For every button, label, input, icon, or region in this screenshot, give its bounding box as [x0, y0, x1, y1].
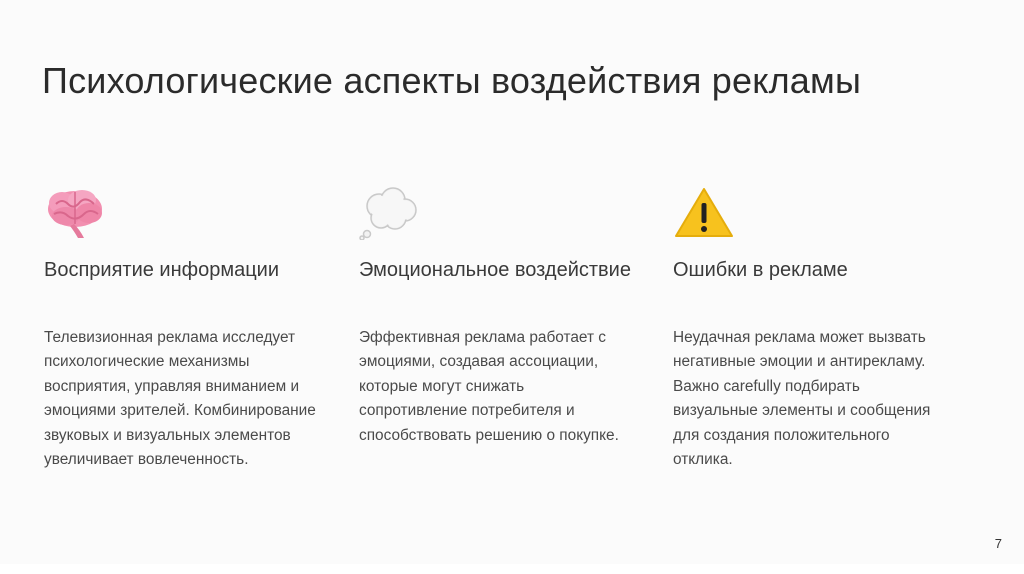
column-heading: Эмоциональное воздействие: [359, 259, 631, 281]
thought-balloon-icon: [359, 186, 421, 240]
column-emotional: [359, 186, 639, 448]
slide-title: Психологические аспекты воздействия рекламы: [42, 60, 862, 101]
column-heading: Восприятие информации: [44, 259, 280, 281]
column-text: Эффективная реклама работает с эмоциями, создавая ассоциации, которые могут снижать сопротивление потребителя и способствовать решению о покупке.: [359, 329, 619, 444]
column-text: Неудачная реклама может вызвать негативные эмоции и антирекламу. Важно carefully подбирать визуальные элементы и сообщения для создания положительного отклика.: [673, 329, 931, 469]
column-heading: Ошибки в рекламе: [673, 259, 848, 281]
column-perception: [44, 186, 324, 472]
brain-icon: [44, 186, 106, 240]
page-number: 7: [994, 536, 1002, 551]
column-mistakes: [673, 186, 953, 472]
warning-icon: [673, 186, 735, 240]
column-text: Телевизионная реклама исследует психологические механизмы восприятия, управляя вниманием и эмоциями зрителей. Комбинирование звуковых и визуальных элементов увеличивает вовлеченность.: [44, 329, 316, 469]
